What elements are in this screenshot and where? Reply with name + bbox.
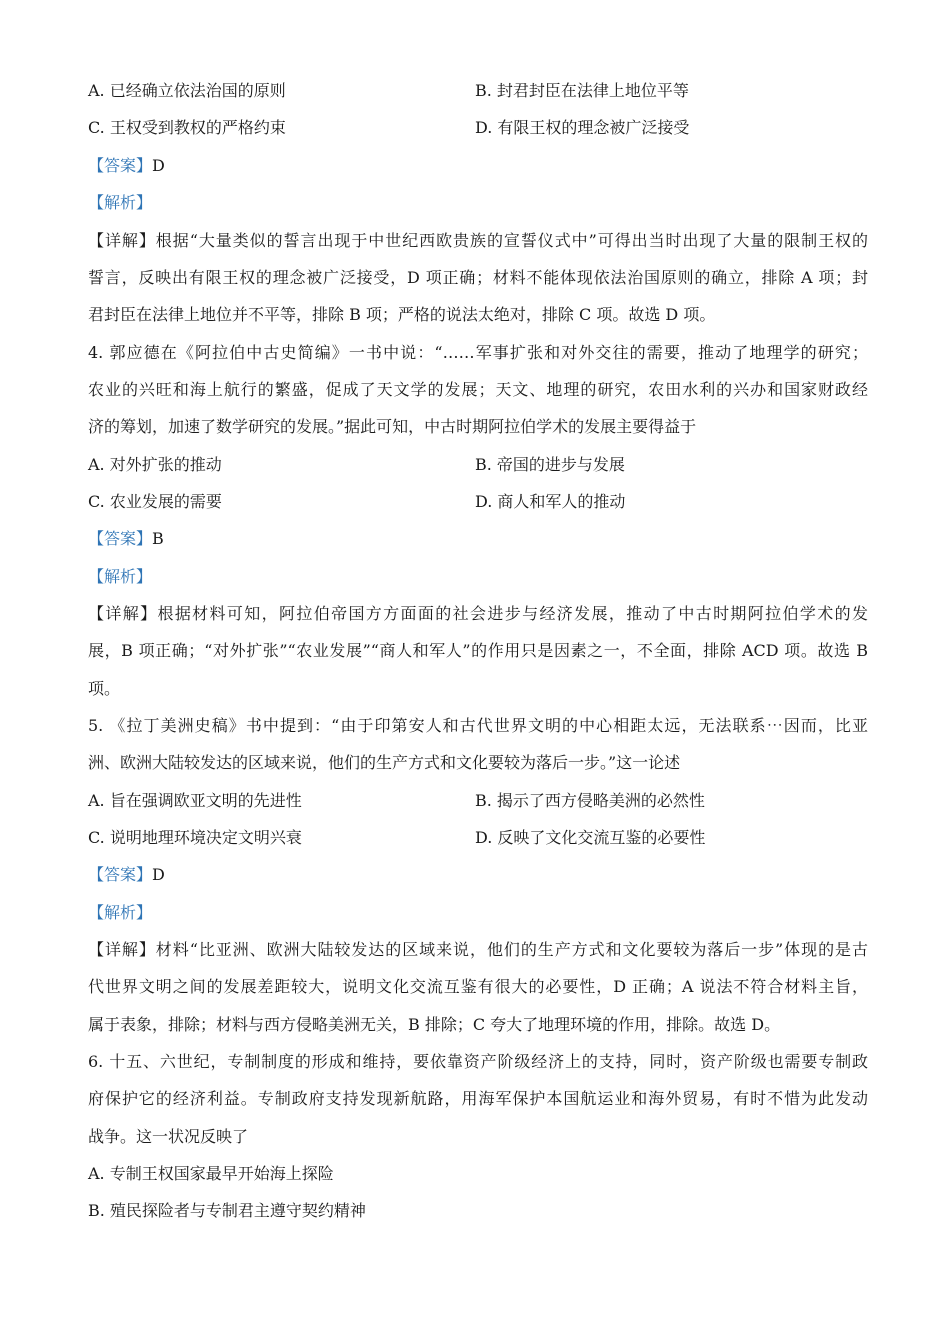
q3-detail-line-1	[88, 230, 868, 252]
answer-label: 【答案】	[88, 156, 153, 175]
detail-text: 根据“大量类似的誓言出现于中世纪西欧贵族的宣誓仪式中”可得出当时出现了大量的限制王权的	[155, 231, 868, 250]
q6-option-a: A. 专制王权国家最早开始海上探险	[88, 1164, 334, 1183]
q3-option-b: B. 封君封臣在法律上地位平等	[475, 81, 689, 100]
q4-option-d: D. 商人和军人的推动	[475, 492, 626, 511]
analysis-label: 【解析】	[88, 903, 153, 922]
detail-label: 【详解】	[88, 604, 158, 623]
answer-value: D	[152, 865, 165, 884]
q6-stem-line-1: 6. 十五、六世纪，专制制度的形成和维持，要依靠资产阶级经济上的支持，同时，资产阶级也需要专制政	[88, 1052, 868, 1071]
q3-analysis-label	[88, 192, 868, 214]
answer-value: B	[152, 529, 164, 548]
q5-stem-line-2: 洲、欧洲大陆较发达的区域来说，他们的生产方式和文化要较为落后一步。”这一论述	[88, 753, 681, 772]
q6-option-b: B. 殖民探险者与专制君主遵守契约精神	[88, 1201, 366, 1220]
q4-stem-line-2: 农业的兴旺和海上航行的繁盛，促成了天文学的发展；天文、地理的研究，农田水利的兴办和国家财政经	[88, 380, 868, 399]
q6-stem-line-2: 府保护它的经济利益。专制政府支持发现新航路，用海军保护本国航运业和海外贸易，有时不惜为此发动	[88, 1089, 868, 1108]
detail-text: 材料“比亚洲、欧洲大陆较发达的区域来说，他们的生产方式和文化要较为落后一步”体现的是古	[155, 940, 868, 959]
q3-detail-line-2: 誓言，反映出有限王权的理念被广泛接受，D 项正确；材料不能体现依法治国原则的确立，排除 A 项；封	[88, 268, 868, 287]
detail-label: 【详解】	[88, 231, 156, 250]
q5-answer	[88, 864, 868, 886]
q5-option-c: C. 说明地理环境决定文明兴衰	[88, 828, 302, 847]
q4-detail-line-2: 展，B 项正确；“对外扩张”“农业发展”“商人和军人”的作用只是因素之一，不全面，排除 ACD 项。故选 B	[88, 641, 868, 660]
q3-detail-line-3: 君封臣在法律上地位并不平等，排除 B 项；严格的说法太绝对，排除 C 项。故选 D 项。	[88, 305, 716, 324]
q4-option-c: C. 农业发展的需要	[88, 492, 222, 511]
q5-detail-line-3: 属于表象，排除；材料与西方侵略美洲无关，B 排除；C 夸大了地理环境的作用，排除。故选 D。	[88, 1015, 781, 1034]
q3-option-a: A. 已经确立依法治国的原则	[88, 81, 286, 100]
q5-detail-line-1	[88, 939, 868, 961]
q5-option-b: B. 揭示了西方侵略美洲的必然性	[475, 791, 705, 810]
answer-value: D	[152, 156, 165, 175]
answer-label: 【答案】	[88, 865, 153, 884]
q6-stem-line-3: 战争。这一状况反映了	[88, 1127, 249, 1146]
q5-analysis-label	[88, 902, 868, 924]
analysis-label: 【解析】	[88, 193, 153, 212]
detail-label: 【详解】	[88, 940, 156, 959]
q5-option-a: A. 旨在强调欧亚文明的先进性	[88, 791, 302, 810]
q4-answer	[88, 528, 868, 550]
q4-analysis-label	[88, 566, 868, 588]
q4-detail-line-3: 项。	[88, 679, 121, 698]
analysis-label: 【解析】	[88, 567, 153, 586]
q4-option-b: B. 帝国的进步与发展	[475, 455, 625, 474]
q4-stem-line-3: 济的筹划，加速了数学研究的发展。”据此可知，中古时期阿拉伯学术的发展主要得益于	[88, 417, 697, 436]
q4-option-a: A. 对外扩张的推动	[88, 455, 222, 474]
q5-detail-line-2: 代世界文明之间的发展差距较大，说明文化交流互鉴有很大的必要性，D 正确；A 说法不符合材料主旨，	[88, 977, 868, 996]
q4-detail-line-1	[88, 603, 868, 625]
q3-option-c: C. 王权受到教权的严格约束	[88, 118, 286, 137]
detail-text: 根据材料可知，阿拉伯帝国方方面面的社会进步与经济发展，推动了中古时期阿拉伯学术的发	[157, 604, 868, 623]
q5-option-d: D. 反映了文化交流互鉴的必要性	[475, 828, 706, 847]
q5-stem-line-1: 5. 《拉丁美洲史稿》书中提到：“由于印第安人和古代世界文明的中心相距太远，无法联系⋯因而，比亚	[88, 716, 868, 735]
q4-stem-line-1: 4. 郭应德在《阿拉伯中古史简编》一书中说：“……军事扩张和对外交往的需要，推动了地理学的研究；	[88, 343, 868, 362]
answer-label: 【答案】	[88, 529, 153, 548]
q3-answer	[88, 155, 868, 177]
q3-option-d: D. 有限王权的理念被广泛接受	[475, 118, 690, 137]
